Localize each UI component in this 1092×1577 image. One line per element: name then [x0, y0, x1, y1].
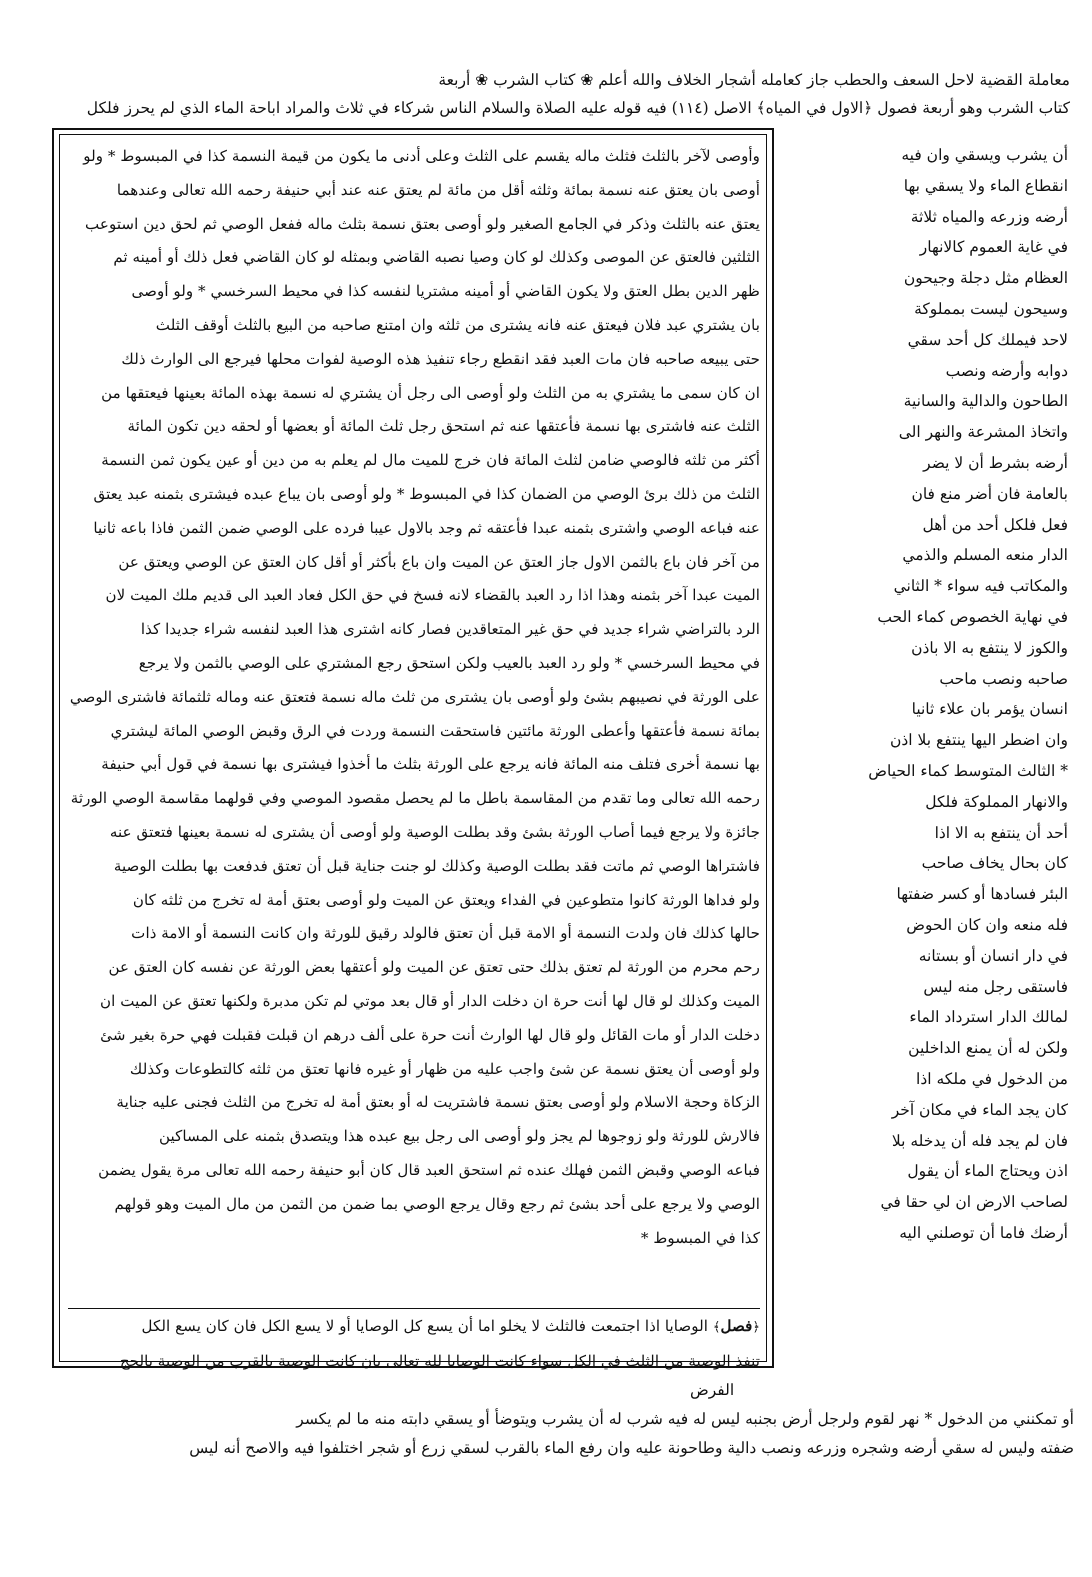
main-text-line: على الورثة في نصيبهم بشئ ولو أوصى بان يشترى من ثلث ماله نسمة فتعتق عنه وماله ثلثمائة فاشترى الوصي	[69, 687, 760, 706]
margin-text-line: وان اضطر اليها ينتفع بلا اذن	[889, 731, 1068, 750]
margin-text-line: أرضك فاما أن توصلني اليه	[899, 1223, 1068, 1242]
main-text-line: الوصي ولا يرجع على أحد بشئ ثم رجع وقال يرجع الوصي بما ضمن من الثمن من مال الميت وهو قولهم	[114, 1194, 760, 1213]
margin-text-line: دوابه وأرضه ونصب	[945, 361, 1068, 380]
margin-text-line: لصاحب الارض ان لي حقا في	[880, 1193, 1068, 1212]
main-text-line: الميت عبدا آخر بثمنه وهذا اذا رد العبد بالقضاء لانه فسخ في حق الكل فعاد العبد الى قديم ملك الميت لان	[105, 586, 760, 605]
margin-text-line: اذن ويحتاج الماء أن يقول	[907, 1162, 1068, 1181]
margin-text-line: فان لم يجد فله أن يدخله بلا	[891, 1131, 1068, 1150]
fasl-heading: فصل	[720, 1317, 753, 1335]
main-text-line: بمائة نسمة فأعتقها وأعطى الورثة مائتين فاستحقت النسمة وردت في الرق وقبض الوصي المائة ليشتري	[110, 721, 760, 740]
main-text-line: عنه فباعه الوصي واشترى بثمنه عبدا فأعتقه ثم وجد بالاول عيبا فرده على الوصي ضمن الثمن فاذا باعه ثانيا	[93, 518, 760, 537]
main-text-line: يعتق عنه بالثلث وذكر في الجامع الصغير ولو أوصى بعتق نسمة بثلث ماله ففعل الوصي ثم لحق دين استوعب	[85, 214, 760, 233]
margin-text-line: انسان يؤمر بان علاء ثانيا	[911, 700, 1068, 719]
margin-text-line: فله منعه وان كان الحوض	[906, 915, 1068, 934]
main-text-line: أكثر من ثلثه فالوصي ضامن لثلث المائة فان خرج للميت مال لم يعلم به من دين أو عين يكون ثمن النسمة	[101, 451, 760, 470]
margin-text-line: لاحد فيملك كل أحد سقي	[907, 330, 1068, 349]
footer-line: أو تمكنني من الدخول * نهر لقوم ولرجل أرض بجنبه ليس له فيه شرب له أن يشرب ويتوضأ أو يسقي دابته منه ما لم يكسر	[296, 1410, 1074, 1428]
fasl-line-1	[68, 1310, 760, 1345]
margin-text-line: في دار انسان أو بستانه	[918, 946, 1068, 965]
main-text-line: الرد بالتراضي شراء جديد في حق غير المتعاقدين فصار كانه اشترى هذا العبد لنفسه شراء جديدا كذا	[140, 620, 760, 639]
main-text-line: حتى يبيعه صاحبه فان مات العبد فقد انقطع رجاء تنفيذ هذه الوصية لفوات محلها فيرجع الى الوارث ذلك	[121, 349, 760, 368]
main-text-line: أوصى بان يعتق عنه نسمة بمائة وثلثه أقل من مائة لم يعتق عنه عند أبي حنيفة رحمه الله تعالى وعندهما	[116, 180, 760, 199]
margin-text-line: أحد أن ينتفع به الا اذا	[934, 823, 1068, 842]
margin-text-line: البئر فسادها أو كسر ضفتها	[896, 885, 1068, 904]
margin-text-line: انقطاع الماء ولا يسقي بها	[903, 176, 1068, 195]
margin-text-line: أرضه بشرط أن لا يضر	[923, 453, 1068, 472]
main-text-line: جائزة ولا يرجع فيما أصاب الورثة بشئ وقد بطلت الوصية ولو أوصى أن يشترى له نسمة بعينها فتعتق عنه	[109, 822, 760, 841]
running-head-line: معاملة القضية لاحل السعف والحطب جاز كعامله أشجار الخلاف والله أعلم ❀ كتاب الشرب ❀ أربعة	[438, 71, 1070, 89]
main-text-line: دخلت الدار أو مات القائل ولو قال لها الوارث أنت حرة على ألف درهم ان قبلت فقبلت فهي حرة بغير شئ	[100, 1025, 760, 1044]
main-text-line: الثلثين فالعتق عن الموصى وكذلك لو كان وصيا نصبه القاضي وبمثله لو كان القاضي فعل ذلك أو أمينه ثم	[113, 248, 760, 267]
section-divider	[68, 1308, 760, 1309]
main-text-line: فباعه الوصي وقبض الثمن فهلك عنده ثم استحق العبد قال كان أبو حنيفة رحمه الله تعالى مرة يقول يضمن	[98, 1160, 760, 1179]
main-text-line: بان يشتري عبد فلان فيعتق عنه فانه يشترى من ثلثه وان امتنع صاحبه من البيع بالثلث أوقف الثلث	[155, 315, 760, 334]
margin-text-line: أرضه وزرعه والمياه ثلاثة	[910, 207, 1068, 226]
ornament-left-bracket-icon: ﴿	[752, 1320, 760, 1335]
margin-text-line: والمكاتب فيه سواء * الثاني	[893, 577, 1068, 596]
main-text-line: ولو فداها الورثة كانوا متطوعين في الفداء ويعتق عن الميت ولو أوصى بعتق أمة له تخرج من ثلثه كان	[132, 890, 760, 909]
main-text-line: من آخر فان باع بالثمن الاول جاز العتق عن الميت وان باع بأكثر أو أقل كان العتق عن الوصي ويعتق عن	[118, 552, 760, 571]
margin-text-line: لمالك الدار استرداد الماء	[909, 1008, 1068, 1027]
margin-text-line: الدار منعه المسلم والذمي	[902, 546, 1068, 565]
main-text-line: فالارش للورثة ولو زوجوها لم يجز ولو أوصى الى رجل بيع عبده هذا ويتصدق بثمنه على المساكين	[159, 1127, 760, 1146]
main-text-line: حالها كذلك فان ولدت النسمة أو الامة قبل أن تعتق فالولد رقيق للورثة وان كانت النسمة أو الامة ذات	[131, 924, 760, 943]
running-head-line: كتاب الشرب وهو أربعة فصول ﴿الاول في المياه﴾ الاصل (١١٤) فيه قوله عليه الصلاة والسلام الناس شركاء في ثلاث والمراد اباحة الماء الذي لم يحرز فلكل	[86, 99, 1070, 117]
main-text-line: ان كان سمى ما يشتري به من الثلث ولو أوصى الى رجل أن يشتري له نسمة بهذه المائة بعينها فيعتقها من	[101, 383, 760, 402]
footer-line: ضفته وليس له سقي أرضه وشجره وزرعه ونصب دالية وطاحونة عليه وان رفع الماء بالقرب لسقي زرع أو شجر اختلفوا فيه والاصح أنه ليس	[189, 1439, 1074, 1457]
margin-text-line: بالعامة فان أضر منع فان	[911, 484, 1068, 503]
main-text-line: رحمه الله تعالى وما تقدم من المقاسمة باطل ما لم يحصل مقصود الموصي وفي قولهما مقاسمة الوصي الورثة	[70, 789, 760, 808]
margin-text-line: العظام مثل دجلة وجيحون	[903, 269, 1068, 288]
margin-gloss-column	[784, 140, 1068, 1400]
margin-text-line: فعل فلكل أحد من أهل	[922, 515, 1068, 534]
margin-text-line: * الثالث المتوسط كماء الحياض	[868, 761, 1068, 780]
main-text-line: في محيط السرخسي * ولو رد العبد بالعيب ولكن استحق رجع المشتري على الوصي بالثمن ولا يرجع	[138, 653, 760, 672]
fasl-text: الوصايا اذا اجتمعت فالثلث لا يخلو اما أن يسع كل الوصايا أو لا يسع الكل فان كان يسع الكل	[141, 1317, 708, 1335]
main-text-line: ظهر الدين بطل العتق ولا يكون القاضي أو أمينه مشتريا لنفسه كذا في محيط السرخسي * ولو أوصى	[131, 282, 760, 301]
main-text-block	[68, 140, 760, 1370]
main-text-line: الميت وكذلك لو قال لها أنت حرة ان دخلت الدار أو قال بعد موتي لم تكن مدبرة ولكنها تعتق عن الميت ان	[100, 991, 760, 1010]
main-text-line: الثلث من ذلك برئ الوصي من الضمان كذا في المبسوط * ولو أوصى بان يباع عبده فيشترى بثمنه عبد يعتق	[93, 484, 760, 503]
margin-text-line: في غاية العموم كالانهار	[919, 238, 1068, 257]
margin-text-line: فاستقى رجل منه ليس	[923, 977, 1068, 996]
running-head	[88, 66, 1070, 122]
main-text-line: فاشتراها الوصي ثم ماتت فقد بطلت الوصية وكذلك لو جنت جناية قبل أن تعتق فدفعت بها بطلت الوصية	[113, 856, 760, 875]
margin-text-line: أن يشرب ويسقي وان فيه	[901, 146, 1068, 164]
main-text-line: رحم محرم من الورثة لم تعتق بذلك حتى تعتق عن الميت ولو أعتقها بعض الورثة عن نفسه كان العتق عن	[108, 958, 760, 977]
fasl-section	[68, 1310, 760, 1379]
margin-text-line: والانهار المملوكة فلكل	[925, 792, 1068, 811]
margin-text-line: صاحبه ونصب ماحب	[939, 669, 1068, 688]
margin-text-line: الطاحون والدالية والسانية	[903, 392, 1068, 411]
margin-text-line: من الدخول في ملكه اذا	[916, 1069, 1068, 1088]
footer-gloss	[50, 1376, 1074, 1463]
ornament-right-bracket-icon: ﴾	[712, 1320, 721, 1335]
main-text-line: وأوصى لآخر بالثلث فثلث ماله يقسم على الثلث وعلى أدنى ما يكون من قيمة النسمة كذا في المبسوط * ولو	[83, 147, 760, 165]
margin-text-line: كان يجد الماء في مكان آخر	[891, 1100, 1068, 1119]
margin-text-line: كان بحال يخاف صاحب	[921, 854, 1068, 873]
margin-text-line: واتخاذ المشرعة والنهر الى	[898, 423, 1068, 442]
main-text-line: كذا في المبسوط *	[640, 1228, 760, 1247]
margin-text-line: في نهاية الخصوص كماء الحب	[877, 607, 1068, 626]
fasl-line-2: تنفذ الوصية من الثلث في الكل سواء كانت الوصايا لله تعالى بان كانت الوصية بالقرب من الوصية بالحج	[119, 1351, 760, 1370]
main-text-line: ولو أوصى أن يعتق نسمة عن شئ واجب عليه من ظهار أو غيره فانها تعتق من ثلثه كالتطوعات وكذلك	[129, 1059, 760, 1078]
margin-text-line: وسيحون ليست بمملوكة	[914, 299, 1068, 318]
footer-catchword: الفرض	[690, 1381, 735, 1399]
margin-text-line: ولكن له أن يمنع الداخلين	[908, 1039, 1068, 1058]
main-text-line: بها نسمة أخرى فتلف منه المائة فانه يرجع على الورثة بثلث ما أخذوا فيشترى بها نسمة في قول أبي حنيفة	[101, 755, 760, 774]
main-text-line: الثلث عنه فاشترى بها نسمة فأعتقها عنه ثم استحق رجل ثلث المائة أو بعضها أو لحقه دين تكون المائة	[127, 417, 760, 436]
main-text-lines	[68, 140, 760, 1255]
margin-text-line: والكوز لا ينتفع به الا باذن	[911, 638, 1068, 657]
main-text-line: الزكاة وحجة الاسلام ولو أوصى بعتق نسمة فاشتريت له أو بعتق أمة له تخرج من الثلث فجنى عليه جناية	[116, 1093, 760, 1112]
